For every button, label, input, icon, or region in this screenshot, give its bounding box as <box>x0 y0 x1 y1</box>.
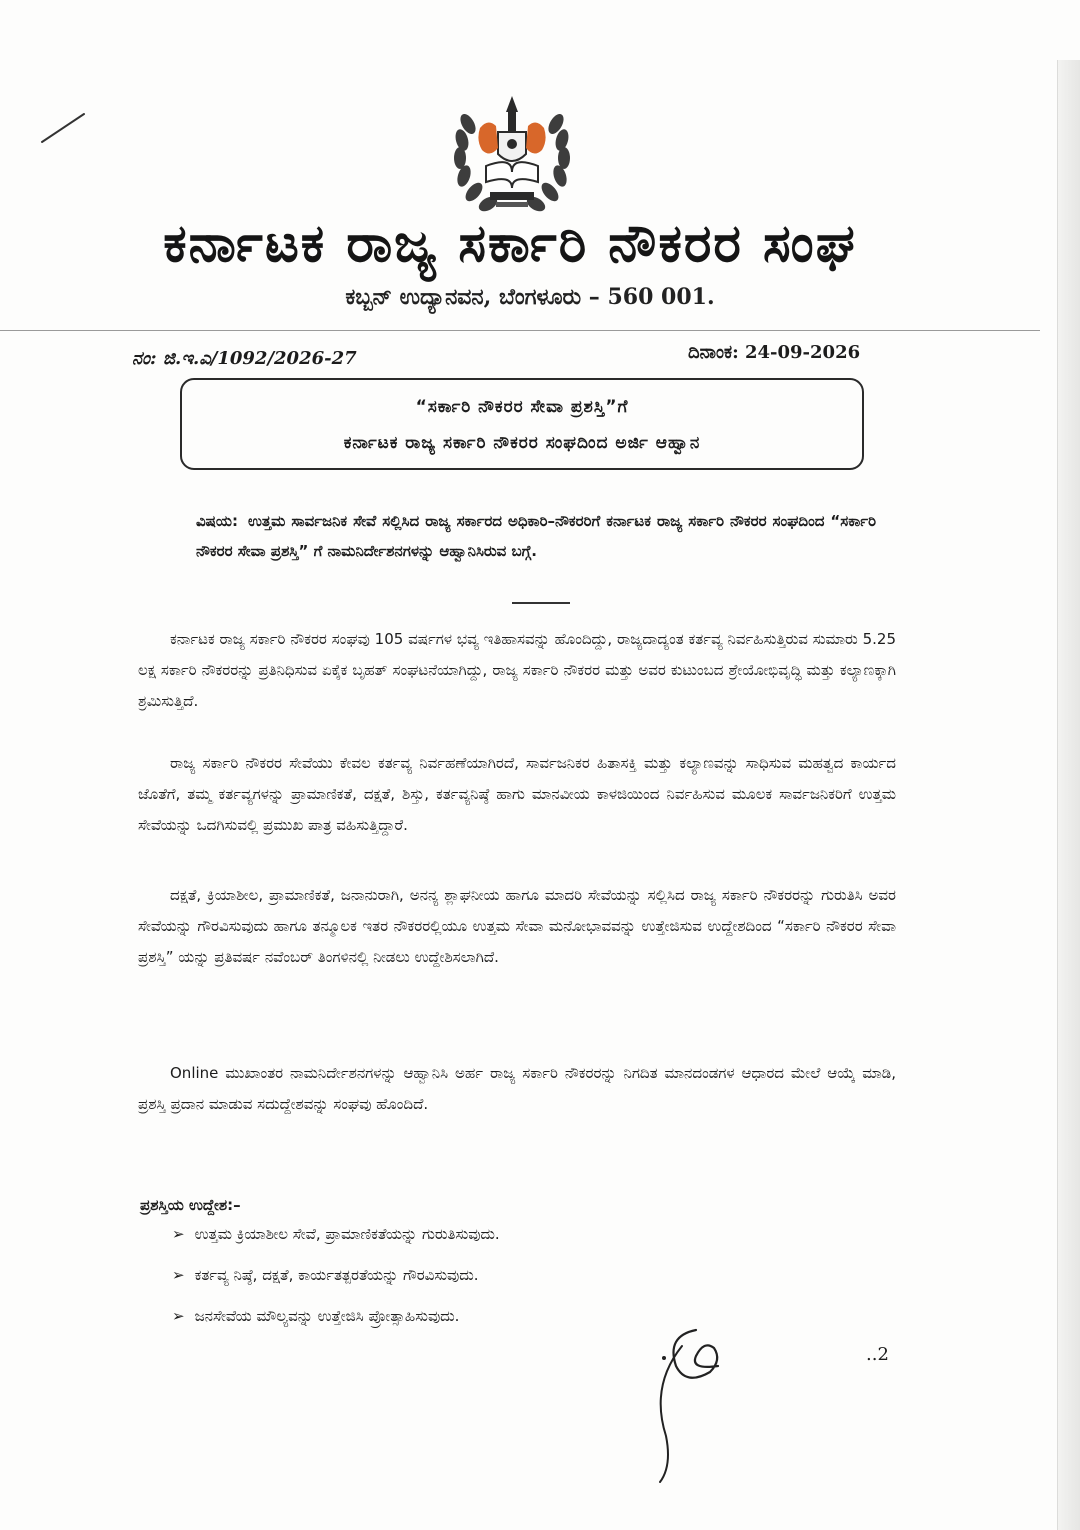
objective-text: ಕರ್ತವ್ಯ ನಿಷ್ಠೆ, ದಕ್ಷತೆ, ಕಾರ್ಯತತ್ಪರತೆಯನ್ನು ಗೌರವಿಸುವುದು. <box>194 1266 479 1284</box>
stray-pen-mark-icon <box>38 108 88 148</box>
state-emblem-lions-icon <box>440 88 584 220</box>
reference-number: ನಂ: ಜಿ.ಇ.ಎ/1092/2026-27 <box>132 348 357 369</box>
scanned-page-edge <box>1057 60 1080 1530</box>
list-item <box>172 1224 500 1244</box>
arrow-bullet-icon: ➢ <box>172 1266 185 1284</box>
organization-address: ಕಬ್ಬನ್ ಉದ್ಯಾನವನ, ಬೆಂಗಳೂರು – 560 001. <box>345 284 715 310</box>
body-paragraph-4: Online ಮುಖಾಂತರ ನಾಮನಿರ್ದೇಶನಗಳನ್ನು ಆಹ್ವಾನಿಸಿ ಅರ್ಹ ರಾಜ್ಯ ಸರ್ಕಾರಿ ನೌಕರರನ್ನು ನಿಗದಿತ ಮಾನದಂಡಗಳ ಆಧಾರದ ಮೇಲೆ ಆಯ್ಕೆ ಮಾಡಿ, ಪ್ರಶಸ್ತಿ ಪ್ರದಾನ ಮಾಡುವ ಸದುದ್ದೇಶವನ್ನು ಸಂಘವು ಹೊಂದಿದೆ. <box>138 1064 896 1113</box>
notice-heading-box <box>180 378 864 470</box>
header-divider <box>0 330 1040 331</box>
reference-date: ದಿನಾಂಕ: 24-09-2026 <box>688 342 861 363</box>
subject-text: ಉತ್ತಮ ಸಾರ್ವಜನಿಕ ಸೇವೆ ಸಲ್ಲಿಸಿದ ರಾಜ್ಯ ಸರ್ಕಾರದ ಅಧಿಕಾರಿ–ನೌಕರರಿಗೆ ಕರ್ನಾಟಕ ರಾಜ್ಯ ಸರ್ಕಾರಿ ನೌಕರರ ಸಂಘದಿಂದ “ಸರ್ಕಾರಿ ನೌಕರರ ಸೇವಾ ಪ್ರಶಸ್ತಿ” ಗೆ ನಾಮನಿರ್ದೇಶನಗಳನ್ನು ಆಹ್ವಾನಿಸಿರುವ ಬಗ್ಗೆ. <box>196 512 876 560</box>
subject-underline <box>512 602 570 604</box>
body-paragraph-1: ಕರ್ನಾಟಕ ರಾಜ್ಯ ಸರ್ಕಾರಿ ನೌಕರರ ಸಂಘವು 105 ವರ್ಷಗಳ ಭವ್ಯ ಇತಿಹಾಸವನ್ನು ಹೊಂದಿದ್ದು, ರಾಜ್ಯದಾದ್ಯಂತ ಕರ್ತವ್ಯ ನಿರ್ವಹಿಸುತ್ತಿರುವ ಸುಮಾರು 5.25 ಲಕ್ಷ ಸರ್ಕಾರಿ ನೌಕರರನ್ನು ಪ್ರತಿನಿಧಿಸುವ ಏಕೈಕ ಬೃಹತ್ ಸಂಘಟನೆಯಾಗಿದ್ದು, ರಾಜ್ಯ ಸರ್ಕಾರಿ ನೌಕರರ ಮತ್ತು ಅವರ ಕುಟುಂಬದ ಶ್ರೇಯೋಭಿವೃದ್ಧಿ ಮತ್ತು ಕಲ್ಯಾಣಕ್ಕಾಗಿ ಶ್ರಮಿಸುತ್ತಿದೆ. <box>138 630 896 710</box>
body-paragraph-3: ದಕ್ಷತೆ, ಕ್ರಿಯಾಶೀಲ, ಪ್ರಾಮಾಣಿಕತೆ, ಜನಾನುರಾಗಿ, ಅನನ್ಯ ಶ್ಲಾಘನೀಯ ಹಾಗೂ ಮಾದರಿ ಸೇವೆಯನ್ನು ಸಲ್ಲಿಸಿದ ರಾಜ್ಯ ಸರ್ಕಾರಿ ನೌಕರರನ್ನು ಗುರುತಿಸಿ ಅವರ ಸೇವೆಯನ್ನು ಗೌರವಿಸುವುದು ಹಾಗೂ ತನ್ಮೂಲಕ ಇತರ ನೌಕರರಲ್ಲಿಯೂ ಉತ್ತಮ ಸೇವಾ ಮನೋಭಾವವನ್ನು ಉತ್ತೇಜಿಸುವ ಉದ್ದೇಶದಿಂದ “ಸರ್ಕಾರಿ ನೌಕರರ ಸೇವಾ ಪ್ರಶಸ್ತಿ” ಯನ್ನು ಪ್ರತಿವರ್ಷ ನವೆಂಬರ್ ತಿಂಗಳಿನಲ್ಲಿ ನೀಡಲು ಉದ್ದೇಶಿಸಲಾಗಿದೆ. <box>138 886 896 966</box>
page-continuation-marker: ..2 <box>866 1344 889 1365</box>
arrow-bullet-icon: ➢ <box>172 1307 185 1325</box>
objective-text: ಜನಸೇವೆಯ ಮೌಲ್ಯವನ್ನು ಉತ್ತೇಜಿಸಿ ಪ್ರೋತ್ಸಾಹಿಸುವುದು. <box>194 1307 460 1325</box>
body-paragraph-2: ರಾಜ್ಯ ಸರ್ಕಾರಿ ನೌಕರರ ಸೇವೆಯು ಕೇವಲ ಕರ್ತವ್ಯ ನಿರ್ವಹಣೆಯಾಗಿರದೆ, ಸಾರ್ವಜನಿಕರ ಹಿತಾಸಕ್ತಿ ಮತ್ತು ಕಲ್ಯಾಣವನ್ನು ಸಾಧಿಸುವ ಮಹತ್ವದ ಕಾರ್ಯದ ಜೊತೆಗೆ, ತಮ್ಮ ಕರ್ತವ್ಯಗಳನ್ನು ಪ್ರಾಮಾಣಿಕತೆ, ದಕ್ಷತೆ, ಶಿಸ್ತು, ಕರ್ತವ್ಯನಿಷ್ಠೆ ಹಾಗು ಮಾನವೀಯ ಕಾಳಜಿಯಿಂದ ನಿರ್ವಹಿಸುವ ಮೂಲಕ ಸಾರ್ವಜನಿಕರಿಗೆ ಉತ್ತಮ ಸೇವೆಯನ್ನು ಒದಗಿಸುವಲ್ಲಿ ಪ್ರಮುಖ ಪಾತ್ರ ವಹಿಸುತ್ತಿದ್ದಾರೆ. <box>138 754 896 834</box>
list-item <box>172 1306 500 1326</box>
subject-block <box>196 506 876 566</box>
objective-text: ಉತ್ತಮ ಕ್ರಿಯಾಶೀಲ ಸೇವೆ, ಪ್ರಾಮಾಣಿಕತೆಯನ್ನು ಗುರುತಿಸುವುದು. <box>194 1225 500 1243</box>
objectives-list <box>172 1224 500 1347</box>
notice-heading-line-2: ಕರ್ನಾಟಕ ರಾಜ್ಯ ಸರ್ಕಾರಿ ನೌಕರರ ಸಂಘದಿಂದ ಅರ್ಜಿ ಆಹ್ವಾನ <box>343 433 701 453</box>
notice-heading-line-1: “ಸರ್ಕಾರಿ ನೌಕರರ ಸೇವಾ ಪ್ರಶಸ್ತಿ”ಗೆ <box>415 397 629 417</box>
subject-label: ವಿಷಯ: <box>196 512 238 530</box>
handwritten-signature-icon <box>626 1326 766 1486</box>
arrow-bullet-icon: ➢ <box>172 1225 185 1243</box>
organization-name: ಕರ್ನಾಟಕ ರಾಜ್ಯ ಸರ್ಕಾರಿ ನೌಕರರ ಸಂಘ <box>163 214 857 274</box>
objectives-heading: ಪ್ರಶಸ್ತಿಯ ಉದ್ದೇಶ:– <box>140 1196 241 1214</box>
list-item <box>172 1265 500 1285</box>
